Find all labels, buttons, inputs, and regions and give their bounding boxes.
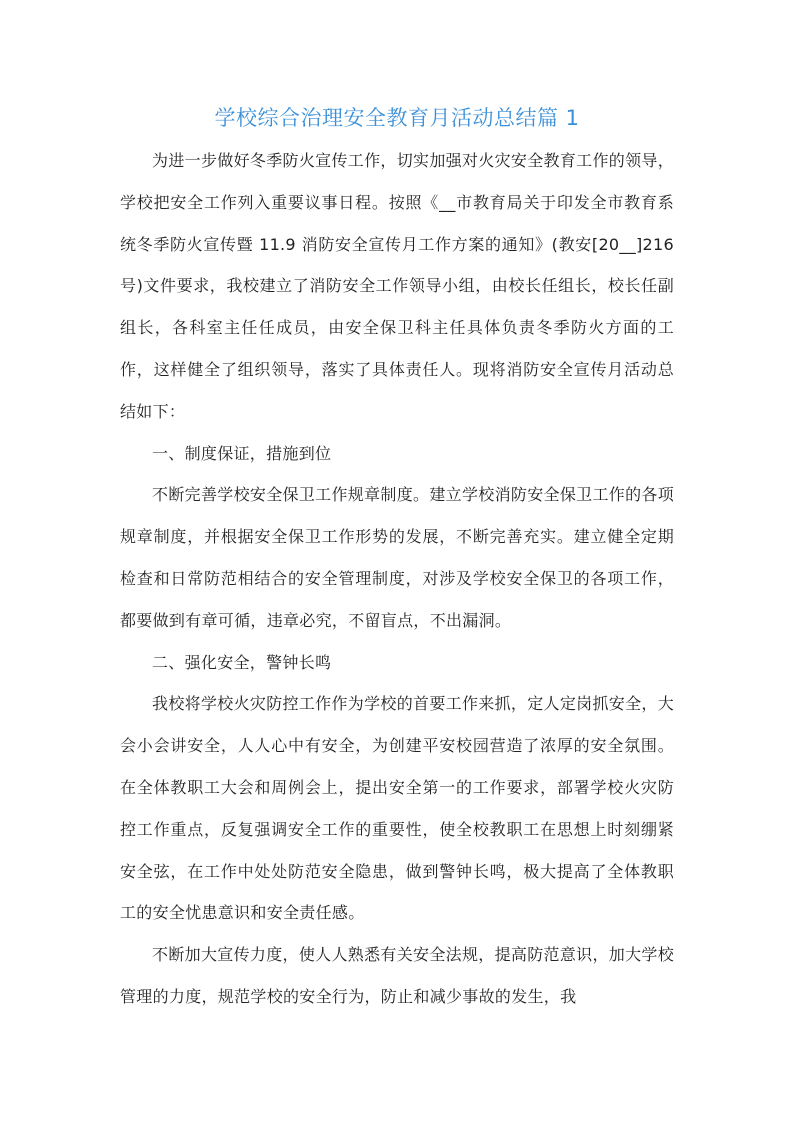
- paragraph-section-2a: 我校将学校火灾防控工作作为学校的首要工作来抓，定人定岗抓安全，大会小会讲安全，人人心中有安全，为创建平安校园营造了浓厚的安全氛围。在全体教职工大会和周例会上，提出安全第一的工作要求，部署学校火灾防控工作重点，反复强调安全工作的重要性，使全校教职工在思想上时刻绷紧安全弦，在工作中处处防范安全隐患，做到警钟长鸣，极大提高了全体教职工的安全忧患意识和安全责任感。: [120, 694, 674, 923]
- section-heading-1: 一、制度保证，措施到位: [152, 443, 332, 463]
- document-title: 学校综合治理安全教育月活动总结篇 1: [214, 106, 580, 130]
- paragraph-intro: 为进一步做好冬季防火宣传工作，切实加强对火灾安全教育工作的领导，学校把安全工作列入重要议事日程。按照《__市教育局关于印发全市教育系统冬季防火宣传暨 11.9 消防安全宣传月工作方案的通知》(教安[20__]216 号)文件要求，我校建立了消防安全工作领导小组，由校长任组长，校长任副组长，各科室主任任成员，由安全保卫科主任具体负责冬季防火方面的工作，这样健全了组织领导，落实了具体责任人。现将消防安全宣传月活动总结如下：: [120, 151, 674, 421]
- paragraph-section-2b: 不断加大宣传力度，使人人熟悉有关安全法规，提高防范意识，加大学校管理的力度，规范学校的安全行为，防止和减少事故的发生，我: [120, 945, 674, 1006]
- document-page: [120, 100, 674, 1018]
- section-heading-2: 二、强化安全，警钟长鸣: [152, 652, 332, 672]
- paragraph-section-1: 不断完善学校安全保卫工作规章制度。建立学校消防安全保卫工作的各项规章制度，并根据安全保卫工作形势的发展，不断完善充实。建立健全定期检查和日常防范相结合的安全管理制度，对涉及学校安全保卫的各项工作，都要做到有章可循，违章必究，不留盲点，不出漏洞。: [120, 485, 674, 630]
